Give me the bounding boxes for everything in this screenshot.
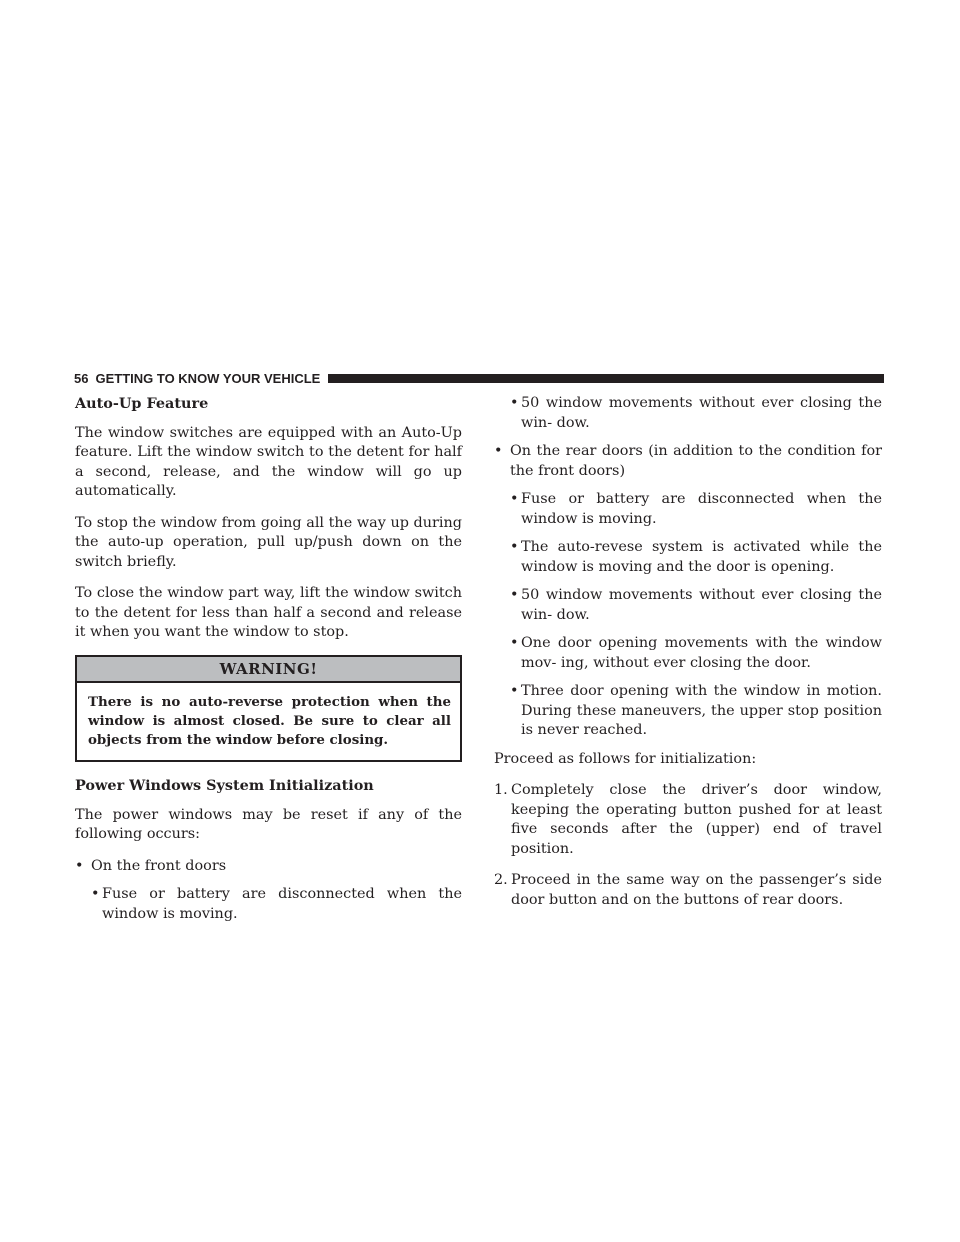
heading-initialization: Power Windows System Initialization — [75, 777, 374, 794]
page-number: 56 — [74, 370, 89, 386]
bullet-icon: • — [510, 491, 519, 507]
step-number: 2. — [494, 872, 508, 888]
list-item-text: Three door opening with the window in motion. During these maneuvers, the upper stop position is never reached. — [521, 683, 882, 738]
numbered-step — [494, 781, 882, 859]
heading-auto-up: Auto-Up Feature — [75, 395, 209, 412]
warning-title: WARNING! — [77, 657, 460, 684]
list-item — [75, 857, 462, 877]
list-item-text: 50 window movements without ever closing the win- dow. — [521, 587, 882, 623]
header-rule — [328, 374, 884, 383]
list-item — [494, 538, 882, 577]
list-item — [75, 885, 462, 924]
list-item — [494, 682, 882, 741]
list-item-text: One door opening movements with the window mov- ing, without ever closing the door. — [521, 635, 882, 671]
list-item-text: Fuse or battery are disconnected when the window is moving. — [102, 886, 462, 922]
bullet-icon: • — [510, 395, 519, 411]
step-number: 1. — [494, 782, 508, 798]
bullet-icon: • — [494, 443, 503, 459]
paragraph-close-part-way: To close the window part way, lift the window switch to the detent for less than half a second and release it when you want the window to stop. — [75, 585, 462, 640]
warning-body: There is no auto-reverse protection when the window is almost closed. Be sure to clear all objects from the window before closing. — [88, 694, 451, 748]
step-text: Proceed in the same way on the passenger’s side door button and on the buttons of rear doors. — [511, 872, 882, 908]
list-item — [494, 634, 882, 673]
numbered-step — [494, 871, 882, 910]
bullet-icon: • — [510, 587, 519, 603]
section-title: GETTING TO KNOW YOUR VEHICLE — [95, 370, 321, 386]
paragraph-proceed: Proceed as follows for initialization: — [494, 750, 757, 767]
step-text: Completely close the driver’s door window, keeping the operating button pushed for at least five seconds after the (upper) end of travel position. — [511, 782, 882, 857]
list-item — [494, 394, 882, 433]
list-item-text: Fuse or battery are disconnected when the window is moving. — [521, 491, 882, 527]
bullet-icon: • — [510, 683, 519, 699]
list-item-text: The auto-revese system is activated while the window is moving and the door is opening. — [521, 539, 882, 575]
bullet-icon: • — [510, 539, 519, 555]
warning-box — [75, 655, 462, 763]
list-item-text: 50 window movements without ever closing the win- dow. — [521, 395, 882, 431]
left-column — [75, 394, 462, 933]
paragraph-stop-window: To stop the window from going all the way up during the auto-up operation, pull up/push down on the switch briefly. — [75, 514, 462, 570]
list-item — [494, 586, 882, 625]
right-column — [494, 394, 882, 922]
paragraph-auto-up: The window switches are equipped with an Auto-Up feature. Lift the window switch to the detent for half a second, release, and the window will go up automatically. — [75, 424, 462, 499]
list-item-text: On the front doors — [91, 857, 227, 874]
list-item — [494, 442, 882, 481]
paragraph-reset: The power windows may be reset if any of the following occurs: — [75, 806, 462, 842]
bullet-icon: • — [75, 857, 84, 874]
list-item-text: On the rear doors (in addition to the condition for the front doors) — [510, 443, 882, 479]
bullet-icon: • — [91, 886, 100, 902]
list-item — [494, 490, 882, 529]
bullet-icon: • — [510, 635, 519, 651]
page-header — [74, 370, 884, 386]
